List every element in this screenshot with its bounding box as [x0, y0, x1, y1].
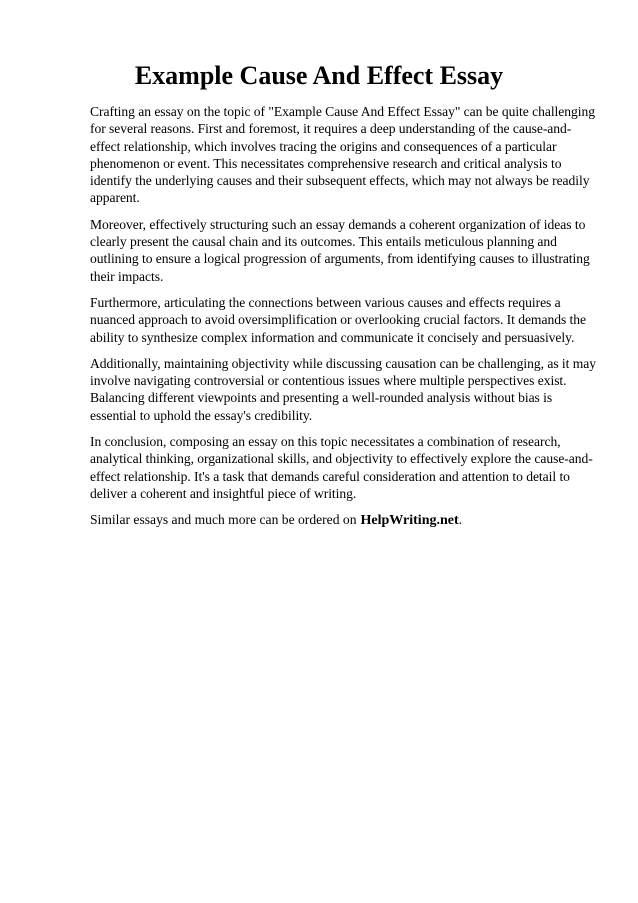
page-title: Example Cause And Effect Essay: [134, 61, 504, 90]
order-note-suffix: .: [458, 512, 463, 528]
essay-body: [90, 103, 600, 530]
paragraph-4: Additionally, maintaining objectivity while discussing causation can be challenging, as it may involve navigating controversial or contentious issues where multiple perspectives exist. Balancing different viewpoints and presenting a well-rounded analysis without bias is essential to uphold the essay's credibility.: [90, 355, 596, 423]
helpwriting-link[interactable]: HelpWriting.net: [360, 513, 459, 529]
paragraph-2: Moreover, effectively structuring such an essay demands a coherent organization of ideas to clearly present the causal chain and its outcomes. This entails meticulous planning and outlining to ensure a logical progression of arguments, from identifying causes to illustrating their impacts.: [90, 216, 590, 284]
order-note: [90, 511, 600, 529]
paragraph-5: In conclusion, composing an essay on this topic necessitates a combination of research, analytical thinking, organizational skills, and objectivity to effectively explore the cause-and-effect relationship. It's a task that demands careful consideration and attention to detail to deliver a coherent and insightful piece of writing.: [90, 434, 593, 501]
paragraph-3: Furthermore, articulating the connections between various causes and effects requires a nuanced approach to avoid oversimplification or overlooking crucial factors. It demands the ability to synthesize complex information and communicate it concisely and persuasively.: [90, 294, 586, 345]
order-note-text: Similar essays and much more can be ordered on: [90, 512, 357, 528]
paragraph-1: Crafting an essay on the topic of "Example Cause And Effect Essay" can be quite challenging for several reasons. First and foremost, it requires a deep understanding of the cause-and-effect relationship, which involves tracing the origins and consequences of a particular phenomenon or event. This necessitates comprehensive research and critical analysis to identify the underlying causes and their subsequent effects, which may not always be readily apparent.: [90, 104, 595, 206]
